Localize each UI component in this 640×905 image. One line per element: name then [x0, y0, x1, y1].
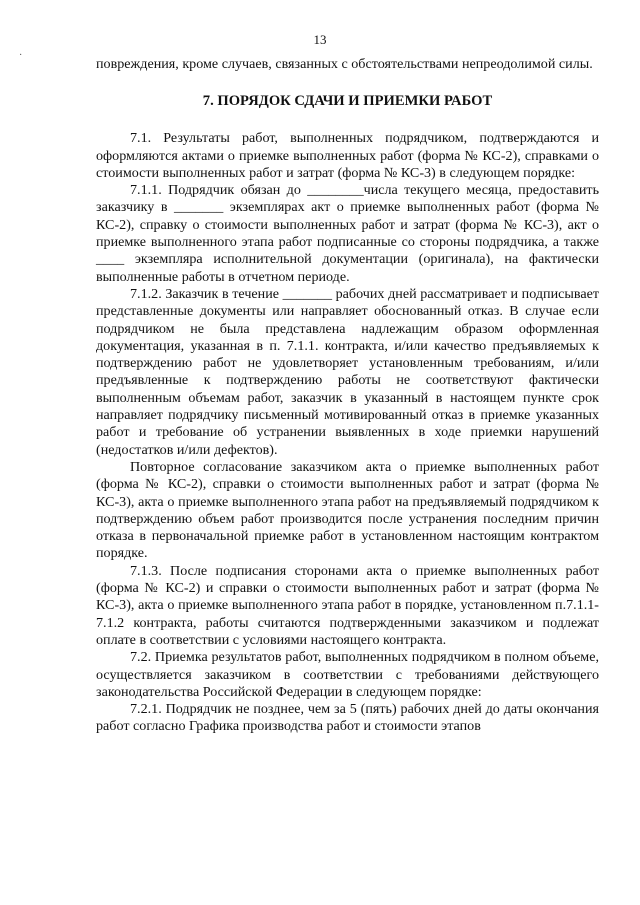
paragraph-7-2-1: 7.2.1. Подрядчик не позднее, чем за 5 (пять) рабочих дней до даты окончания работ согласно Графика производства работ и стоимости этапов [96, 701, 599, 735]
paragraph-7-2: 7.2. Приемка результатов работ, выполненных подрядчиком в полном объеме, осуществляется заказчиком в соответствии с требованиями действующего законодательства Российской Федерации в следующем порядке: [96, 649, 599, 700]
document-body [96, 56, 599, 736]
paragraph-7-1-3: 7.1.3. После подписания сторонами акта о приемке выполненных работ (форма № КС-2) и справки о стоимости выполненных работ и затрат (форма № КС-3), акта о приемке выполненного этапа работ в порядке, установленном п.7.1.1-7.1.2 контракта, работы считаются подтвержденными заказчиком и подлежат оплате в соответствии с условиями настоящего контракта. [96, 562, 599, 648]
margin-mark: · [19, 50, 23, 61]
paragraph-7-1: 7.1. Результаты работ, выполненных подрядчиком, подтверждаются и оформляются актами о приемке выполненных работ (форма № КС-2), справками о стоимости выполненных работ и затрат (форма № КС-3) в следующем порядке: [96, 130, 599, 181]
intro-paragraph: повреждения, кроме случаев, связанных с обстоятельствами непреодолимой силы. [96, 56, 593, 72]
page-number: 13 [313, 32, 327, 47]
paragraph-repeat-approval: Повторное согласование заказчиком акта о приемке выполненных работ (форма № КС-2), справки о стоимости выполненных работ и затрат (форма № КС-3), акта о приемке выполненного этапа работ на предъявляемый подрядчиком к подтверждению объем работ производится после устранения последним причин отказа в первоначальной приемке работ в установленном настоящим контрактом порядке. [96, 458, 599, 562]
paragraph-7-1-1: 7.1.1. Подрядчик обязан до ________числа текущего месяца, предоставить заказчику в _______ экземплярах акт о приемке выполненных работ (форма № КС-2), справку о стоимости выполненных работ и затрат (форма № КС-3), акт о приемке выполненного этапа работ подписанные со стороны подрядчика, а также ____ экземпляра исполнительной документации (оригинала), на фактически выполненные работы в отчетном периоде. [96, 182, 599, 285]
section-title: 7. ПОРЯДОК СДАЧИ И ПРИЕМКИ РАБОТ [202, 93, 493, 110]
paragraph-7-1-2: 7.1.2. Заказчик в течение _______ рабочих дней рассматривает и подписывает представленные документы или направляет обоснованный отказ. В случае если подрядчиком не была представлена надлежащим образом оформленная документация, указанная в п. 7.1.1. контракта, и/или качество предъявляемых к подтверждению работ не удовлетворяет установленным требованиям, и/или предъявленные к подтверждению работы не соответствуют фактически выполненным объемам работ, заказчик в указанный в настоящем пункте срок направляет подрядчику письменный мотивированный отказ в приемке указанных работ и требование об устранении выявленных в ходе приемки нарушений (недостатков и/или дефектов). [96, 285, 599, 458]
